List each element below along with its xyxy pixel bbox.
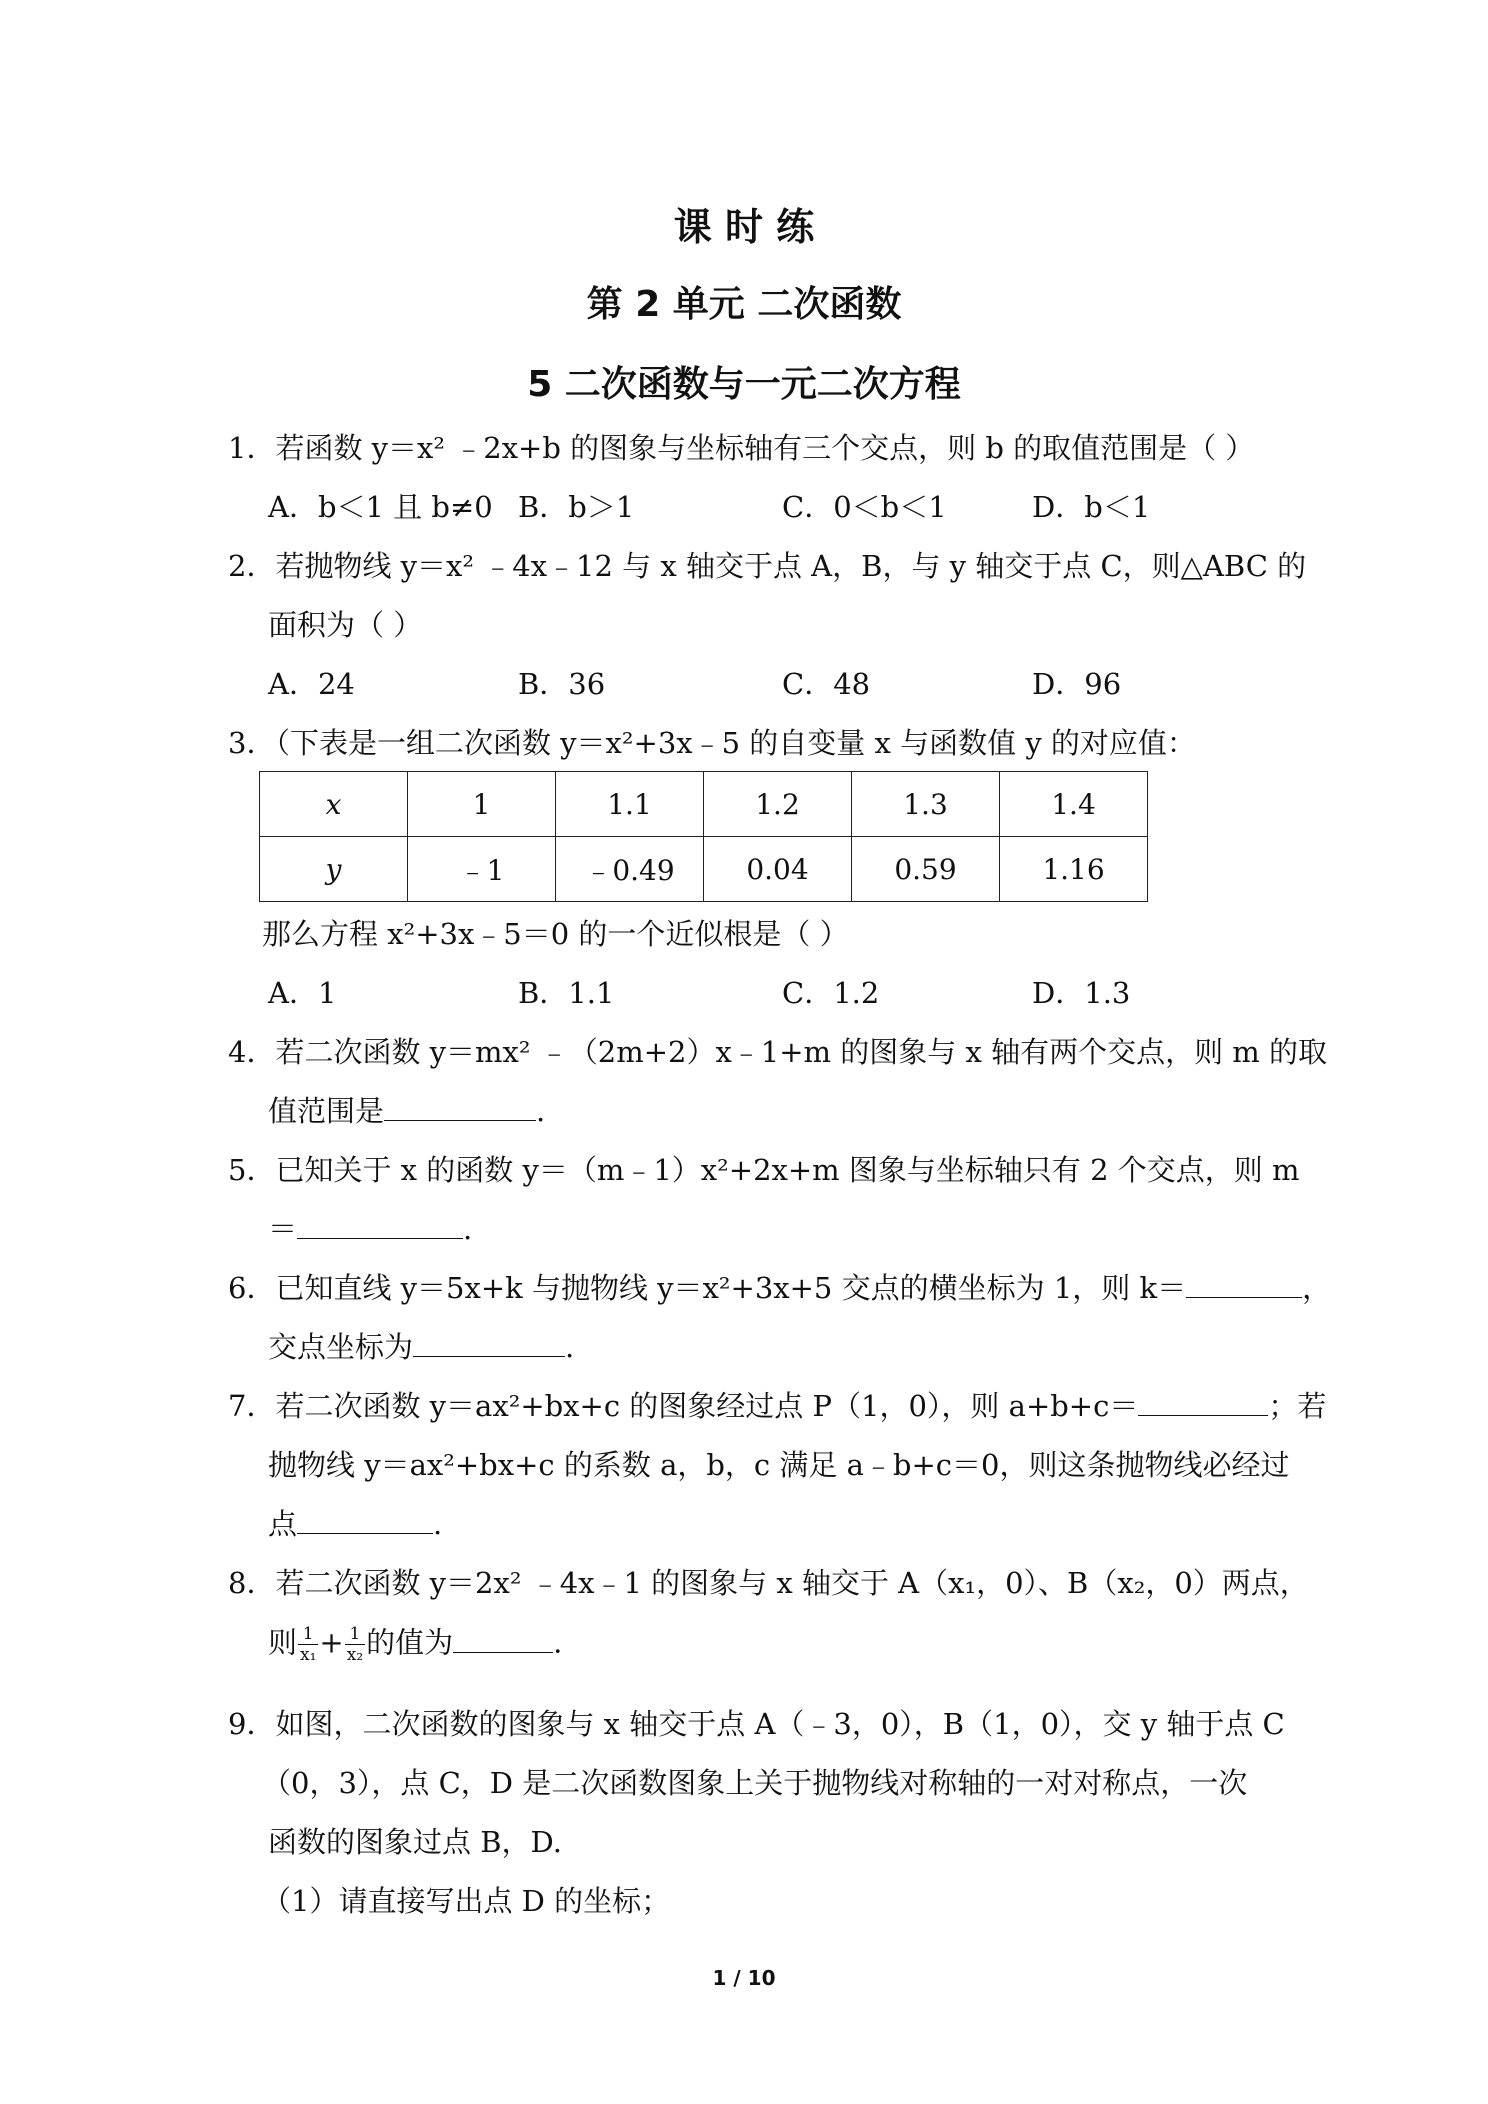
q8-stem-line1: 8．若二次函数 y＝2x² ﹣4x﹣1 的图象与 x 轴交于 A（x₁，0）、B（x₂，0）两点， (228, 1566, 1309, 1600)
q8-end: . (553, 1625, 563, 1660)
q9-stem-line2: （0，3），点 C，D 是二次函数图象上关于抛物线对称轴的一对对称点，一次 (262, 1766, 1248, 1800)
q3-after-table: 那么方程 x²+3x﹣5＝0 的一个近似根是（ ） (262, 917, 849, 951)
fraction-denominator: x₂ (346, 1645, 364, 1665)
q3-stem: 3．（下表是一组二次函数 y＝x²+3x﹣5 的自变量 x 与函数值 y 的对应值： (228, 726, 1196, 760)
q9-stem-line1: 9．如图，二次函数的图象与 x 轴交于点 A（﹣3，0），B（1，0），交 y 轴于点 C (228, 1707, 1285, 1741)
q6-end: . (565, 1330, 575, 1364)
q2-option-b: B．36 (518, 667, 606, 701)
q2-stem-line1: 2．若抛物线 y＝x² ﹣4x﹣12 与 x 轴交于点 A，B，与 y 轴交于点 C，则△ABC 的 (228, 549, 1307, 583)
q1-option-d: D．b＜1 (1032, 490, 1151, 524)
table-cell: 0.04 (704, 837, 852, 902)
table-cell: 1.16 (1000, 837, 1148, 902)
table-cell: y (260, 837, 408, 902)
q6-stem-line2 (268, 1329, 574, 1365)
q8-fraction-1 (298, 1624, 318, 1665)
table-row (260, 772, 1148, 837)
q8-fraction-2 (345, 1624, 365, 1665)
table-cell: ﹣1 (408, 837, 556, 902)
q6-k-blank[interactable] (1186, 1271, 1302, 1298)
page-number: 1 / 10 (712, 1966, 776, 1990)
unit-title: 第 2 单元 二次函数 (586, 284, 902, 325)
q3-value-table (259, 771, 1148, 902)
fraction-numerator: 1 (345, 1624, 365, 1645)
q4-stem-line1: 4．若二次函数 y＝mx² ﹣（2m+2）x﹣1+m 的图象与 x 轴有两个交点，则 m 的取 (228, 1035, 1327, 1069)
q6-stem-line1 (228, 1270, 1331, 1306)
q7-stem-line1 (228, 1388, 1326, 1424)
q1-option-b: B．b＞1 (518, 490, 635, 524)
q9-stem-line3: 函数的图象过点 B，D. (268, 1825, 562, 1859)
table-row (260, 837, 1148, 902)
q7-text: 7．若二次函数 y＝ax²+bx+c 的图象经过点 P（1，0），则 a+b+c＝ (228, 1389, 1139, 1423)
table-cell: 1.4 (1000, 772, 1148, 837)
q5-text: ＝ (268, 1212, 298, 1246)
q1-option-a: A．b＜1 且 b≠0 (268, 490, 493, 524)
q7-stem-line3 (268, 1506, 442, 1542)
section-title: 5 二次函数与一元二次方程 (527, 364, 961, 405)
table-cell: 1.3 (852, 772, 1000, 837)
q5-answer-blank[interactable] (297, 1212, 463, 1239)
q4-stem-line2 (268, 1093, 545, 1129)
q9-sub1: （1）请直接写出点 D 的坐标； (262, 1884, 671, 1918)
q6-text2: 交点坐标为 (268, 1330, 414, 1364)
q2-stem-line2: 面积为（ ） (268, 608, 423, 642)
q2-option-d: D．96 (1032, 667, 1122, 701)
q7-semicolon: ；若 (1268, 1389, 1327, 1423)
q1-stem: 1．若函数 y＝x² ﹣2x+b 的图象与坐标轴有三个交点，则 b 的取值范围是（ ） (228, 431, 1255, 465)
table-cell: x (260, 772, 408, 837)
q3-option-b: B．1.1 (518, 976, 615, 1010)
q6-comma: ， (1302, 1271, 1332, 1305)
fraction-denominator: x₁ (300, 1645, 317, 1665)
q3-option-c: C．1.2 (782, 976, 880, 1010)
table-cell: 0.59 (852, 837, 1000, 902)
q8-stem-line2 (268, 1624, 562, 1665)
q7-stem-line2: 抛物线 y＝ax²+bx+c 的系数 a，b，c 满足 a﹣b+c＝0，则这条抛物线必经过 (268, 1448, 1290, 1482)
q4-answer-blank[interactable] (384, 1094, 536, 1121)
q1-option-c: C．0＜b＜1 (782, 490, 947, 524)
q2-option-a: A．24 (268, 667, 355, 701)
q7-sum-blank[interactable] (1138, 1389, 1268, 1416)
q4-end: . (536, 1094, 546, 1128)
q8-plus: + (319, 1625, 344, 1660)
q6-text: 6．已知直线 y＝5x+k 与抛物线 y＝x²+3x+5 交点的横坐标为 1，则 k＝ (228, 1271, 1187, 1305)
q4-text: 值范围是 (268, 1094, 385, 1128)
table-cell: ﹣0.49 (556, 837, 704, 902)
table-cell: 1.2 (704, 772, 852, 837)
q7-text3: 点 (268, 1507, 298, 1541)
q6-point-blank[interactable] (413, 1330, 565, 1357)
q8-text: 的值为 (366, 1625, 454, 1660)
q3-option-a: A．1 (268, 976, 337, 1010)
q8-prefix: 则 (268, 1625, 298, 1660)
q7-point-blank[interactable] (297, 1507, 433, 1534)
q5-end: . (463, 1212, 473, 1246)
table-cell: 1 (408, 772, 556, 837)
table-cell: 1.1 (556, 772, 704, 837)
fraction-numerator: 1 (298, 1624, 318, 1645)
q7-end: . (433, 1507, 443, 1541)
q5-stem-line1: 5．已知关于 x 的函数 y＝（m﹣1）x²+2x+m 图象与坐标轴只有 2 个交点，则 m (228, 1153, 1300, 1187)
q5-stem-line2 (268, 1211, 472, 1247)
q8-answer-blank[interactable] (453, 1626, 553, 1653)
q3-option-d: D．1.3 (1032, 976, 1131, 1010)
q2-option-c: C．48 (782, 667, 871, 701)
page-title: 课 时 练 (673, 205, 815, 249)
